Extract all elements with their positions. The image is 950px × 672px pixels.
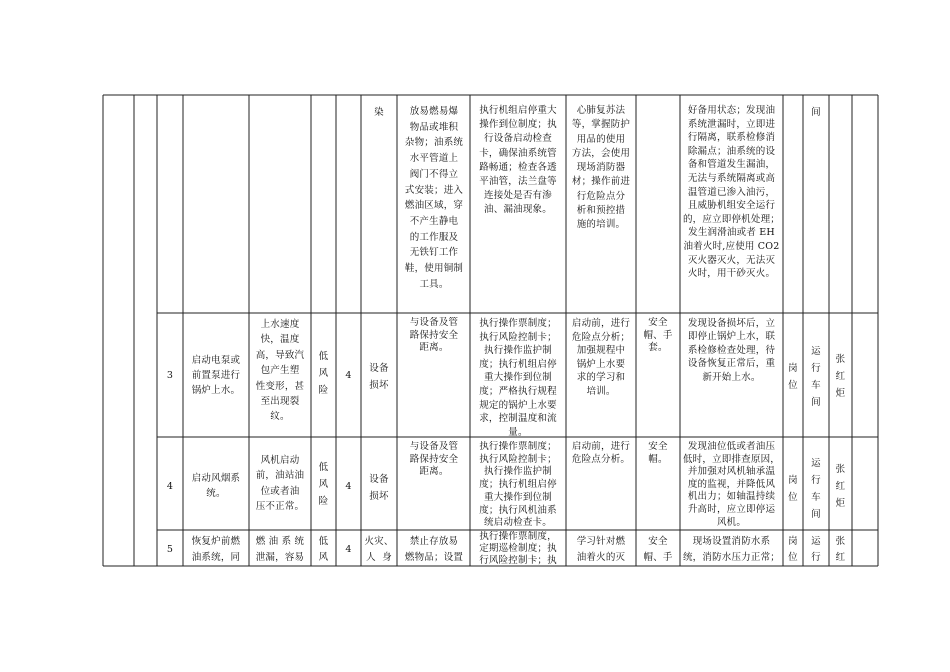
ppe-cell: 安全 帽。 <box>648 441 668 465</box>
risk-level-cell: 低 风 <box>318 536 329 563</box>
emergency-measure-cell: 现场设置消防水系 统，消防水压力正常； <box>682 536 780 563</box>
row-number-cell: 5 <box>166 544 174 555</box>
ppe-cell: 安全 帽、手 套。 <box>643 317 673 353</box>
hazard-cell: 染 <box>374 107 384 118</box>
engineering-measure-cell: 放易燃易爆 物品或堆积 杂物；油系统 水平管道上 阀门不得立 式安装；进入 燃油区域，穿 不产生静电 的工作服及 无铁钉工作 鞋，使用铜制 工具。 <box>404 106 464 290</box>
risk-level-cell: 低 风 险 <box>318 351 329 396</box>
engineering-measure-cell: 禁止存放易 燃物品；设置 <box>404 536 464 563</box>
risk-value-cell: 4 <box>345 481 352 492</box>
engineering-measure-cell: 与设备及管 路保持安全 距离。 <box>409 441 459 477</box>
risk-value-cell: 4 <box>345 370 352 381</box>
ppe-cell: 安全 帽、手 <box>643 536 673 563</box>
row-number-cell: 3 <box>166 370 174 381</box>
training-measure-cell: 学习针对燃 油着火的灭 <box>576 536 626 563</box>
cause-cell: 上水速度 快，温度 高，导致汽 包产生塑 性变形，甚 至出现裂 纹。 <box>255 319 305 423</box>
responsible-person-cell: 张 红 <box>835 536 846 563</box>
management-measure-cell: 执行操作票制度； 执行风险控制卡； 执行操作监护制 度；执行机组启停 重大操作到位制 度；执行风机油系 统启动检查卡。 <box>479 441 557 529</box>
task-cell: 启动电泵或 前置泵进行 锅炉上水。 <box>191 355 241 396</box>
department-cell: 间 <box>811 107 821 118</box>
row-number-cell: 4 <box>166 481 174 492</box>
training-measure-cell: 启动前，进行 危险点分析。 <box>571 441 631 465</box>
emergency-measure-cell: 发现油位低或者油压 低时，立即排查原因， 并加强对风机轴承温 度的监视，并降低风 机出力；如轴温持续 升高时，应立即停运 风机。 <box>682 441 780 528</box>
control-level-cell: 岗 位 <box>788 363 798 391</box>
responsible-person-cell: 张 红 炬 <box>835 354 846 399</box>
risk-level-cell: 低 风 险 <box>318 462 329 507</box>
hazard-cell: 火灾、 人 身 <box>364 536 394 563</box>
management-measure-cell: 执行机组启停重大 操作到位制度；执 行设备启动检查 卡，确保油系统管 路畅通；检查各透 平油管，法兰盘等 连接处是否有渗 油、漏油现象。 <box>479 105 557 216</box>
department-cell: 运 行 车 间 <box>811 458 821 520</box>
cause-cell: 燃 油 系 统 泄漏，容易 <box>255 536 305 563</box>
department-cell: 运 行 <box>811 536 821 563</box>
hazard-cell: 设备 损坏 <box>369 474 389 502</box>
training-measure-cell: 心肺复苏法 等，掌握防护 用品的使用 方法，会使用 现场消防器 材；操作前进 行危险点分 析和预控措 施的培训。 <box>571 105 631 231</box>
cause-cell: 风机启动 前，油站油 位或者油 压不正常。 <box>255 455 305 513</box>
control-level-cell: 岗 位 <box>788 536 798 563</box>
engineering-measure-cell: 与设备及管 路保持安全 距离。 <box>409 317 459 353</box>
management-measure-cell: 执行操作票制度， 定期巡检制度；执 行风险控制卡；执 <box>479 531 557 566</box>
emergency-measure-cell: 好备用状态；发现油 系统泄漏时，立即进 行隔离，联系检修消 除漏点；油系统的设 备和管道发生漏油， 无法与系统隔离或高 温管道已渗入油污， 且威胁机组安全运行 的，应立即停机处理； 发生润滑油或者 EH 油着火时,应使用 CO2 灭火器灭火，无法灭 火时，用干砂灭火。 <box>682 105 780 280</box>
responsible-person-cell: 张 红 炬 <box>835 464 846 509</box>
training-measure-cell: 启动前，进行 危险点分析； 加强规程中 锅炉上水要 求的学习和 培训。 <box>571 318 631 397</box>
department-cell: 运 行 车 间 <box>811 346 821 408</box>
control-level-cell: 岗 位 <box>788 475 798 503</box>
emergency-measure-cell: 发现设备损坏后，立 即停止锅炉上水，联 系检修检查处理，待 设备恢复正常后，重 新开始上水。 <box>687 318 776 383</box>
hazard-cell: 设备 损坏 <box>369 363 389 391</box>
task-cell: 启动风烟系 统。 <box>191 473 241 499</box>
management-measure-cell: 执行操作票制度； 执行风险控制卡； 执行操作监护制 度；执行机组启停 重大操作到位制 度；严格执行规程 规定的锅炉上水要 求，控制温度和流 量。 <box>479 318 557 438</box>
task-cell: 恢复炉前燃 油系统，同 <box>191 536 241 563</box>
risk-value-cell: 4 <box>345 544 352 555</box>
